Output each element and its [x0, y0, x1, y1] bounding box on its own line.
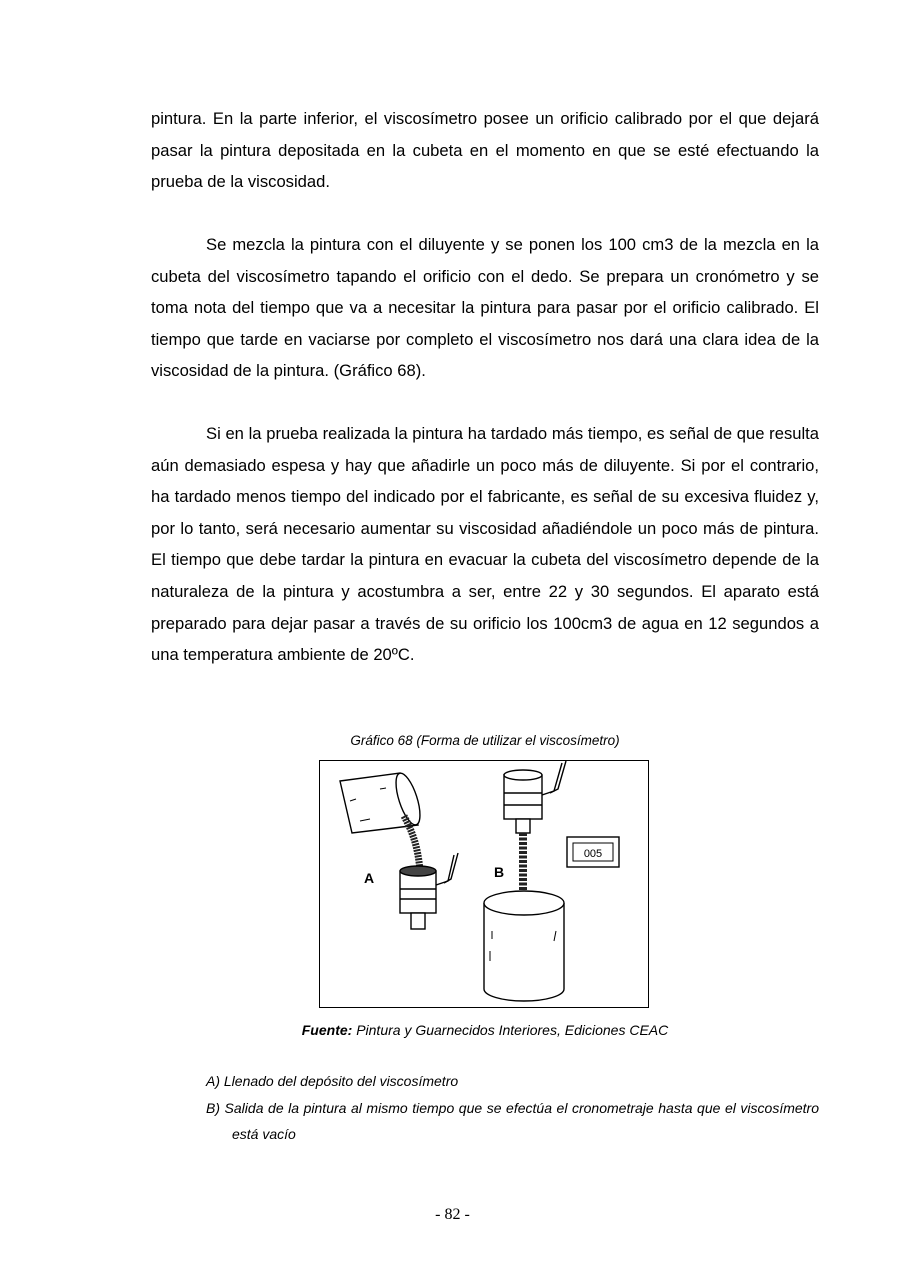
paragraph-2: Se mezcla la pintura con el diluyente y se ponen los 100 cm3 de la mezcla en la cubeta del viscosímetro tapando el orificio con el dedo. Se prepara un cronómetro y se toma nota del tiempo que va a necesitar la pintura para pasar por el orificio calibrado. El tiempo que tarde en vaciarse por completo el viscosímetro nos dará una clara idea de la viscosidad de la pintura. (Gráfico 68).: [151, 235, 819, 381]
note-a: A) Llenado del depósito del viscosímetro: [206, 1073, 459, 1089]
viscometer-b-icon: [504, 761, 566, 833]
timer-icon: [567, 837, 619, 867]
timer-readout: 005: [583, 848, 603, 860]
paint-can-icon: [340, 771, 425, 833]
label-b: B: [494, 864, 505, 880]
paragraph-3: Si en la prueba realizada la pintura ha tardado más tiempo, es señal de que resulta aún demasiado espesa y hay que añadirle un poco más de diluyente. Si por el contrario, ha tardado menos tiempo del indicado por el fabricante, es señal de su excesiva fluidez y, por lo tanto, será necesario aumentar su viscosidad añadiéndole un poco más de pintura. El tiempo que debe tardar la pintura en evacuar la cubeta del viscosímetro depende de la naturaleza de la pintura y acostumbra a ser, entre 22 y 30 segundos. El aparato está preparado para dejar pasar a través de su orificio los 100cm3 de agua en 12 segundos a una temperatura ambiente de 20ºC.: [151, 424, 819, 665]
figure-caption: Gráfico 68 (Forma de utilizar el viscosímetro): [350, 733, 620, 748]
source-text: Pintura y Guarnecidos Interiores, Ediciones CEAC: [352, 1022, 669, 1038]
page-number: - 82 -: [435, 1206, 470, 1223]
note-b: B) Salida de la pintura al mismo tiempo que se efectúa el cronometraje hasta que el viscosímetro está vacío: [206, 1100, 819, 1142]
viscometer-illustration: [320, 761, 650, 1009]
viscometer-figure: [319, 760, 649, 1008]
figure-source: [151, 1022, 819, 1038]
viscometer-a-icon: [400, 853, 458, 929]
container-icon: [484, 891, 564, 1001]
label-a: A: [364, 870, 375, 886]
paragraph-1: pintura. En la parte inferior, el viscosímetro posee un orificio calibrado por el que dejará pasar la pintura depositada en la cubeta en el momento en que se esté efectuando la prueba de la viscosidad.: [151, 109, 819, 192]
source-label: Fuente:: [301, 1022, 353, 1038]
